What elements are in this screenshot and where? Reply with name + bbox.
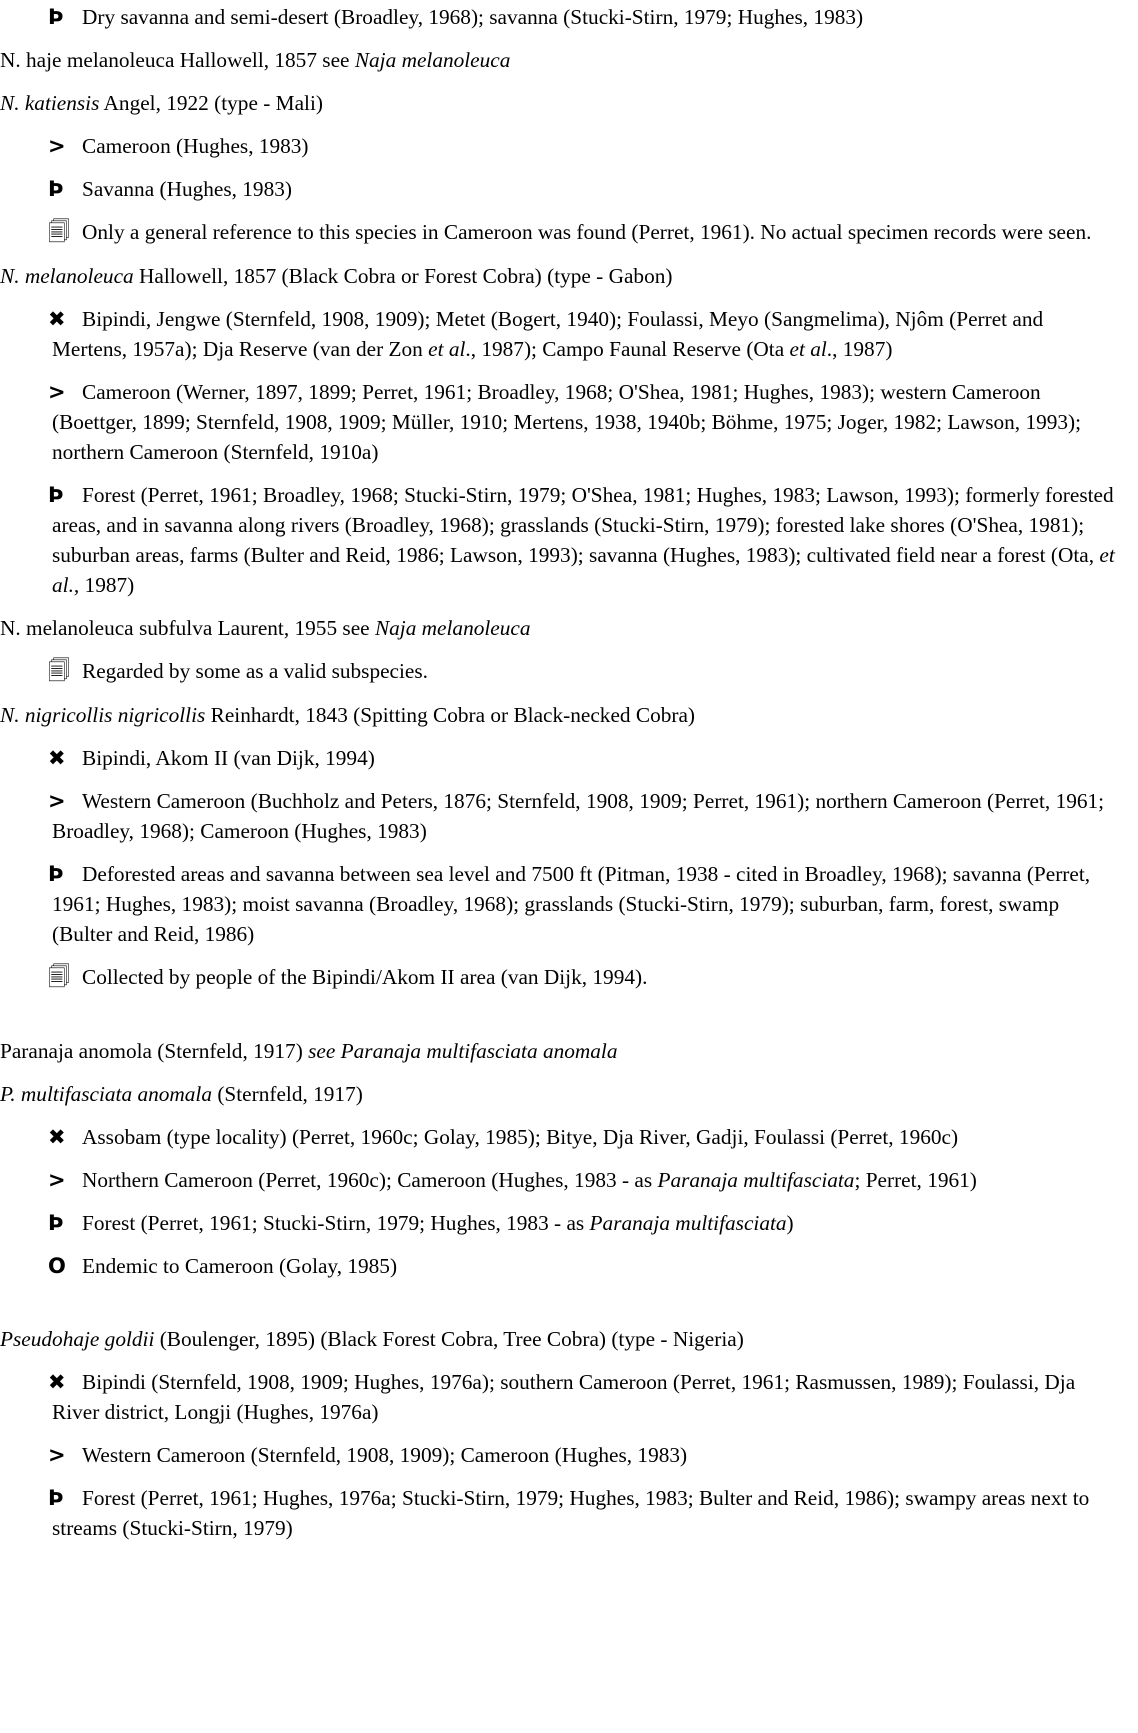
- italic-text: Paranaja multifasciata: [657, 1168, 855, 1192]
- detail-text: Dry savanna and semi-desert (Broadley, 1968); savanna (Stucki-Stirn, 1979; Hughes, 1983): [82, 5, 864, 29]
- text-run: ., 1987); Campo Faunal Reserve (Ota: [465, 337, 790, 361]
- italic-text: et al.,: [52, 543, 1115, 597]
- detail-text: Western Cameroon (Sternfeld, 1908, 1909); Cameroon (Hughes, 1983): [82, 1443, 688, 1467]
- italic-text: Naja melanoleuca: [354, 48, 511, 72]
- species-heading: [0, 1324, 1138, 1354]
- species-heading: [0, 700, 1138, 730]
- text-run: Paranaja anomola (Sternfeld, 1917): [0, 1039, 309, 1063]
- species-heading: [0, 261, 1138, 291]
- species-detail: [48, 1483, 1116, 1543]
- species-detail: [48, 786, 1116, 846]
- locality-icon: ✖: [48, 307, 66, 331]
- species-detail: [48, 174, 1116, 204]
- note-icon: 🗐: [48, 659, 70, 684]
- note-icon: 🗐: [48, 965, 70, 990]
- detail-text: Bipindi (Sternfeld, 1908, 1909; Hughes, 1976a); southern Cameroon (Perret, 1961; Rasmussen, 1989); Foulassi, Dja River district, Longji (Hughes, 1976a): [52, 1370, 1076, 1424]
- detail-text: Collected by people of the Bipindi/Akom II area (van Dijk, 1994).: [82, 965, 648, 989]
- text-run: ., 1987): [826, 337, 893, 361]
- detail-text: Forest (Perret, 1961; Hughes, 1976a; Stucki-Stirn, 1979; Hughes, 1983; Bulter and Reid, 1986); swampy areas next to streams (Stucki-Stirn, 1979): [52, 1486, 1090, 1540]
- species-detail: [48, 656, 1116, 687]
- species-detail: [48, 2, 1116, 32]
- habitat-icon: Þ: [48, 5, 64, 29]
- species-heading: [0, 613, 1138, 643]
- italic-text: N. katiensis: [0, 91, 100, 115]
- distribution-icon: >: [48, 380, 66, 404]
- section-gap: [0, 1294, 1138, 1324]
- species-heading: [0, 88, 1138, 118]
- italic-text: Naja melanoleuca: [374, 616, 531, 640]
- text-run: N. haje melanoleuca Hallowell, 1857 see: [0, 48, 355, 72]
- text-run: (Sternfeld, 1917): [212, 1082, 363, 1106]
- text-run: ): [786, 1211, 794, 1235]
- species-detail: [48, 1251, 1116, 1281]
- species-heading: [0, 1079, 1138, 1109]
- text-run: ; Perret, 1961): [854, 1168, 977, 1192]
- italic-text: see Paranaja multifasciata anomala: [308, 1039, 618, 1063]
- species-detail: [48, 377, 1116, 467]
- species-detail: [48, 217, 1116, 248]
- italic-text: P. multifasciata anomala: [0, 1082, 212, 1106]
- text-run: (Boulenger, 1895) (Black Forest Cobra, Tree Cobra) (type - Nigeria): [154, 1327, 744, 1351]
- endemic-icon: O: [48, 1254, 66, 1278]
- distribution-icon: >: [48, 789, 66, 813]
- habitat-icon: Þ: [48, 483, 64, 507]
- locality-icon: ✖: [48, 1370, 66, 1394]
- detail-text: Bipindi, Akom II (van Dijk, 1994): [82, 746, 375, 770]
- species-detail: [48, 743, 1116, 773]
- habitat-icon: Þ: [48, 1211, 64, 1235]
- detail-text: Cameroon (Hughes, 1983): [82, 134, 309, 158]
- species-detail: [48, 480, 1116, 600]
- detail-text: Assobam (type locality) (Perret, 1960c; Golay, 1985); Bitye, Dja River, Gadji, Foulassi (Perret, 1960c): [82, 1125, 959, 1149]
- italic-text: Paranaja multifasciata: [589, 1211, 787, 1235]
- species-detail: [48, 131, 1116, 161]
- italic-text: et al: [428, 337, 466, 361]
- distribution-icon: >: [48, 1168, 66, 1192]
- text-run: 1987): [79, 573, 135, 597]
- species-detail: [48, 304, 1116, 364]
- detail-text: Western Cameroon (Buchholz and Peters, 1876; Sternfeld, 1908, 1909; Perret, 1961); northern Cameroon (Perret, 1961; Broadley, 1968); Cameroon (Hughes, 1983): [52, 789, 1105, 843]
- detail-text: Deforested areas and savanna between sea level and 7500 ft (Pitman, 1938 - cited in Broadley, 1968); savanna (Perret, 1961; Hughes, 1983); moist savanna (Broadley, 1968); grasslands (Stucki-Stirn, 1979); suburban, farm, forest, swamp (Bulter and Reid, 1986): [52, 862, 1091, 946]
- locality-icon: ✖: [48, 746, 66, 770]
- species-detail: [48, 1367, 1116, 1427]
- text-run: Northern Cameroon (Perret, 1960c); Cameroon (Hughes, 1983 - as: [82, 1168, 658, 1192]
- detail-text: Cameroon (Werner, 1897, 1899; Perret, 1961; Broadley, 1968; O'Shea, 1981; Hughes, 1983); western Cameroon (Boettger, 1899; Sternfeld, 1908, 1909; Müller, 1910; Mertens, 1938, 1940b; Böhme, 1975; Joger, 1982; Lawson, 1993); northern Cameroon (Sternfeld, 1910a): [52, 380, 1082, 464]
- text-run: Hallowell, 1857 (Black Cobra or Forest Cobra) (type - Gabon): [133, 264, 673, 288]
- detail-text: Endemic to Cameroon (Golay, 1985): [82, 1254, 398, 1278]
- species-detail: [48, 859, 1116, 949]
- detail-text: Only a general reference to this species in Cameroon was found (Perret, 1961). No actual specimen records were seen.: [82, 220, 1092, 244]
- species-detail: [48, 962, 1116, 993]
- text-run: Forest (Perret, 1961; Broadley, 1968; Stucki-Stirn, 1979; O'Shea, 1981; Hughes, 1983; Lawson, 1993); formerly forested areas, and in savanna along rivers (Broadley, 1968); grasslands (Stucki-Stirn, 1979); forested lake shores (O'Shea, 1981); suburban areas, farms (Bulter and Reid, 1986; Lawson, 1993); savanna (Hughes, 1983); cultivated field near a forest (Ota,: [52, 483, 1114, 567]
- detail-text: Savanna (Hughes, 1983): [82, 177, 292, 201]
- italic-text: et al: [789, 337, 827, 361]
- species-heading: [0, 45, 1138, 75]
- species-detail: [48, 1122, 1116, 1152]
- species-detail: [48, 1208, 1116, 1238]
- text-run: Reinhardt, 1843 (Spitting Cobra or Black-necked Cobra): [205, 703, 696, 727]
- text-run: Angel, 1922 (type - Mali): [99, 91, 323, 115]
- distribution-icon: >: [48, 134, 66, 158]
- species-detail: [48, 1440, 1116, 1470]
- habitat-icon: Þ: [48, 862, 64, 886]
- distribution-icon: >: [48, 1443, 66, 1467]
- note-icon: 🗐: [48, 220, 70, 245]
- species-heading: [0, 1036, 1138, 1066]
- italic-text: N. melanoleuca: [0, 264, 134, 288]
- text-run: Forest (Perret, 1961; Stucki-Stirn, 1979; Hughes, 1983 - as: [82, 1211, 590, 1235]
- section-gap: [0, 1006, 1138, 1036]
- habitat-icon: Þ: [48, 177, 64, 201]
- species-detail: [48, 1165, 1116, 1195]
- detail-text: Regarded by some as a valid subspecies.: [82, 659, 428, 683]
- text-run: N. melanoleuca subfulva Laurent, 1955 see: [0, 616, 375, 640]
- habitat-icon: Þ: [48, 1486, 64, 1510]
- locality-icon: ✖: [48, 1125, 66, 1149]
- italic-text: N. nigricollis nigricollis: [0, 703, 206, 727]
- text-run: Bipindi, Jengwe (Sternfeld, 1908, 1909); Metet (Bogert, 1940); Foulassi, Meyo (Sangmelima), Njôm (Perret and Mertens, 1957a); Dja Reserve (van der Zon: [52, 307, 1044, 361]
- italic-text: Pseudohaje goldii: [0, 1327, 155, 1351]
